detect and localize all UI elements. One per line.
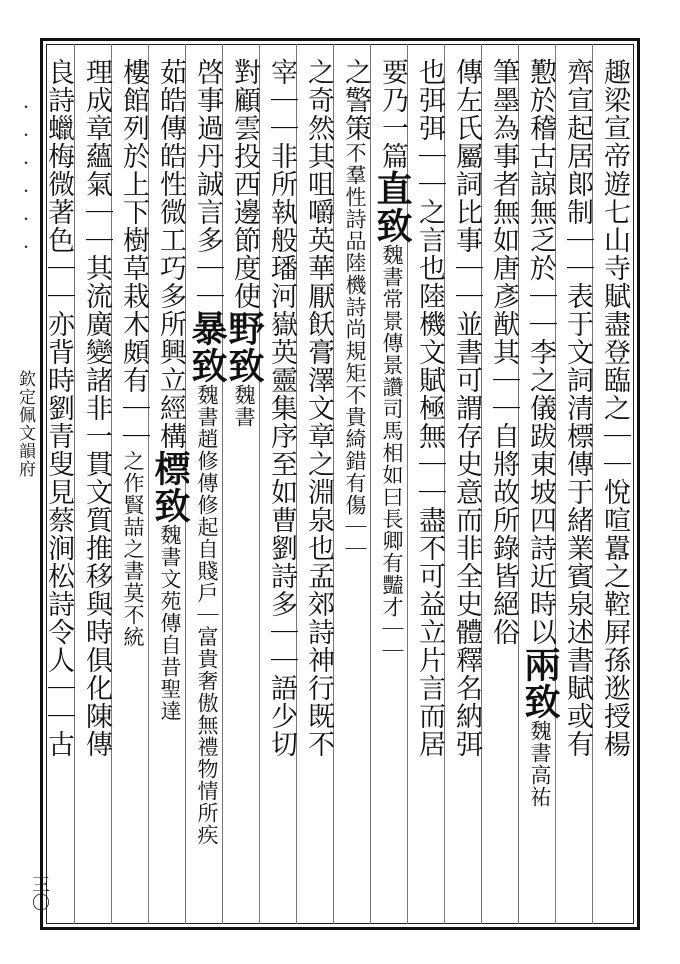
text-column: 筆墨為事者無如唐彥猷其｜｜自將故所錄皆絕俗 (488, 58, 519, 646)
text-column: 樓館列於上下樹草栽木頗有｜｜之作賢喆之書莫不統 (118, 58, 149, 648)
text-column: 宰｜｜非所執般璠河嶽英靈集序至如曹劉詩多｜｜語少切 (266, 58, 297, 758)
text-column: 茹皓傳皓性微工巧多所興立經構標致魏書文苑傳自昔聖達 (149, 58, 191, 722)
text-column: 之警策不羣性詩品陸機詩尚規矩不貴綺錯有傷｜｜ (340, 58, 371, 560)
text-column: 之奇然其咀嚼英華厭飫膏澤文章之淵泉也孟郊詩神行既不 (303, 58, 334, 758)
text-column: 也弭弭｜｜之言也陸機文賦極無｜｜盡不可益立片言而居 (414, 58, 445, 758)
headword: 暴致 (186, 310, 228, 384)
text-column: 要乃一篇直致魏書常景傳景讚司馬相如曰長卿有豔才｜｜ (371, 58, 413, 662)
text-column: 傳左氏屬詞比事｜｜並書可謂存史意而非全史體釋名納弭 (451, 58, 482, 758)
text-column: 良詩蠟梅微著色｜｜亦背時劉青叟見蔡涧松詩令人｜｜古 (43, 58, 74, 758)
margin-ticks: ・・・・・・ (17, 100, 33, 268)
headword: 野致 (223, 310, 265, 384)
text-column: 啓事過丹誠言多｜｜暴致魏書趙修傳修起自賤戶｜富貴奢傲無禮物情所疾 (186, 58, 228, 846)
book-title: 欽定佩文韻府 (15, 370, 35, 478)
headword: 兩致 (519, 646, 561, 720)
side-margin (6, 40, 42, 924)
text-column: 理成章蘊氣｜｜其流廣變諸非一貫文質推移與時俱化陳傳 (81, 58, 112, 758)
text-column: 懃於稽古諒無乏於｜｜李之儀跋東坡四詩近時以兩致魏書高祐 (519, 58, 561, 808)
page-number: 三〇 (29, 875, 50, 911)
headword: 標致 (149, 450, 191, 524)
headword: 直致 (371, 170, 413, 244)
text-column: 趣梁宣帝遊七山寺賦盡登臨之｜｜悅喧囂之鞚屛孫逖授楊 (599, 58, 630, 758)
text-column: 對顧雲投西邊節度使野致魏書 (223, 58, 265, 428)
text-column: 齊宣起居郞制｜｜表于文詞清標傳于緒業賓泉述書賦或有 (562, 58, 593, 758)
